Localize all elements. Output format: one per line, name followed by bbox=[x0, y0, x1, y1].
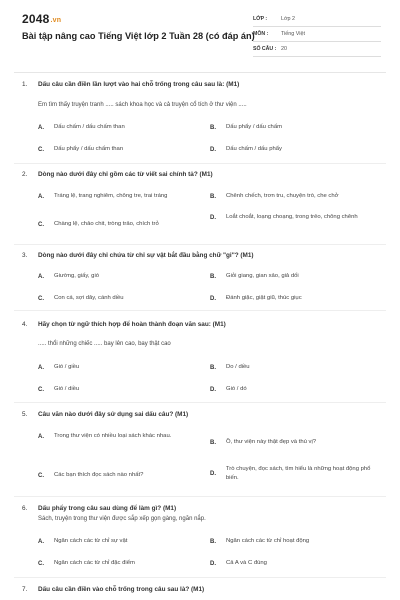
option-letter: B. bbox=[210, 439, 216, 446]
meta-row-count bbox=[253, 42, 381, 57]
option-c[interactable] bbox=[38, 559, 135, 568]
option-letter: C. bbox=[38, 146, 44, 153]
header-divider bbox=[14, 72, 386, 73]
option-letter: A. bbox=[38, 538, 44, 545]
option-text: Tráng lệ, trang nghiêm, chông tre, trai tráng bbox=[54, 193, 168, 199]
option-text: Dấu phẩy / dấu chấm bbox=[226, 124, 282, 130]
question-divider bbox=[14, 402, 386, 403]
option-letter: B. bbox=[210, 364, 216, 371]
option-text: Các bạn thích đọc sách nào nhất? bbox=[54, 472, 144, 478]
question-number: 5. bbox=[22, 411, 28, 418]
question-number: 7. bbox=[22, 586, 28, 593]
option-c[interactable] bbox=[38, 385, 79, 394]
option-letter: C. bbox=[38, 386, 44, 393]
option-d[interactable] bbox=[210, 145, 282, 154]
option-text: Con cá, sợi dây, cánh diều bbox=[54, 295, 124, 301]
option-c[interactable] bbox=[38, 294, 124, 303]
question-divider bbox=[14, 496, 386, 497]
option-letter: A. bbox=[38, 124, 44, 131]
option-text: Đánh giặc, giật giũ, thúc giục bbox=[226, 295, 302, 301]
option-a[interactable] bbox=[38, 432, 203, 441]
question-text: Dòng nào dưới đây chỉ chứa từ chỉ sự vật bắt đầu bằng chữ "gi"? (M1) bbox=[38, 252, 254, 259]
question-text: Câu văn nào dưới đây sử dụng sai dấu câu? (M1) bbox=[38, 411, 189, 418]
option-text: Gió / diều bbox=[54, 386, 80, 392]
option-letter: B. bbox=[210, 193, 216, 200]
option-text: Gió / dó bbox=[226, 386, 247, 392]
question-heading bbox=[22, 411, 188, 418]
option-b[interactable] bbox=[210, 363, 250, 372]
question-number: 4. bbox=[22, 321, 28, 328]
option-text: Trò chuyện, đọc sách, tìm hiểu là những hoạt động phổ biến. bbox=[225, 466, 371, 481]
option-text: Gió / giều bbox=[54, 364, 80, 370]
option-text: Ngăn cách các từ chỉ sự vật bbox=[54, 538, 128, 544]
option-b[interactable] bbox=[210, 537, 309, 546]
meta-value: 20 bbox=[281, 46, 287, 52]
option-letter: D. bbox=[210, 560, 216, 567]
option-text: Ồ, thư viện này thật đẹp và thú vị? bbox=[226, 439, 317, 445]
question-divider bbox=[14, 577, 386, 578]
option-text: Chênh chếch, trơn tru, chuyện trò, che chở bbox=[226, 193, 339, 199]
question-heading bbox=[22, 171, 213, 178]
option-letter: C. bbox=[38, 295, 44, 302]
option-text: Cả A và C đúng bbox=[226, 560, 267, 566]
option-letter: A. bbox=[38, 433, 44, 440]
option-a[interactable] bbox=[38, 363, 79, 372]
option-letter: A. bbox=[38, 364, 44, 371]
option-d[interactable] bbox=[210, 559, 267, 568]
question-number: 6. bbox=[22, 505, 28, 512]
option-d[interactable] bbox=[210, 294, 302, 303]
option-text: Ngăn cách các từ chỉ hoạt động bbox=[226, 538, 310, 544]
option-letter: A. bbox=[38, 273, 44, 280]
logo-text: 2048 bbox=[22, 12, 50, 26]
option-c[interactable] bbox=[38, 471, 143, 480]
option-a[interactable] bbox=[38, 192, 167, 201]
question-divider bbox=[14, 310, 386, 311]
question-prompt: Sách, truyện trong thư viện được sắp xếp gọn gàng, ngăn nắp. bbox=[38, 516, 206, 522]
option-letter: D. bbox=[210, 471, 216, 477]
option-letter: D. bbox=[210, 386, 216, 393]
option-text: Giường, giấy, gió bbox=[54, 273, 100, 279]
option-letter: D. bbox=[210, 146, 216, 153]
question-heading bbox=[22, 252, 254, 259]
option-text: Giỏi giang, gian xảo, giả dối bbox=[226, 273, 299, 279]
option-text: Loắt choắt, loạng choạng, trong trẻo, chông chênh bbox=[226, 214, 358, 220]
option-c[interactable] bbox=[38, 220, 159, 229]
question-text: Hãy chọn từ ngữ thích hợp để hoàn thành đoạn văn sau: (M1) bbox=[38, 321, 226, 328]
page-title: Bài tập nâng cao Tiếng Việt lớp 2 Tuần 28 (có đáp án) bbox=[22, 31, 255, 41]
option-c[interactable] bbox=[38, 145, 123, 154]
meta-info bbox=[253, 12, 381, 57]
site-logo[interactable] bbox=[22, 12, 61, 26]
question-prompt: Em tìm thấy truyện tranh ..... sách khoa học và cả truyện cổ tích ở thư viện ..... bbox=[38, 102, 247, 108]
question-prompt: ..... thổi những chiếc ..... bay lên cao, bay thật cao bbox=[38, 341, 171, 347]
meta-row-class bbox=[253, 12, 381, 27]
option-text: Chàng lệ, chảo chit, tròng trảo, chích trỏ bbox=[54, 221, 159, 227]
option-b[interactable] bbox=[210, 192, 339, 201]
option-text: Dấu chấm / dấu chấm than bbox=[54, 124, 125, 130]
option-d[interactable] bbox=[210, 213, 370, 222]
meta-label: SỐ CÂU : bbox=[253, 46, 277, 52]
question-text: Dòng nào dưới đây chỉ gồm các từ viết sai chính tả? (M1) bbox=[38, 171, 213, 178]
option-letter: A. bbox=[38, 193, 44, 200]
meta-label: LỚP : bbox=[253, 16, 268, 22]
option-a[interactable] bbox=[38, 537, 127, 546]
question-heading bbox=[22, 586, 204, 593]
question-divider bbox=[14, 163, 386, 164]
question-text: Dấu phẩy trong câu sau dùng để làm gì? (M1) bbox=[38, 505, 177, 512]
option-b[interactable] bbox=[210, 272, 299, 281]
option-letter: C. bbox=[38, 221, 44, 228]
question-heading bbox=[22, 505, 176, 512]
question-divider bbox=[14, 244, 386, 245]
option-d[interactable] bbox=[210, 465, 375, 483]
option-letter: C. bbox=[38, 560, 44, 567]
document-header bbox=[0, 0, 400, 64]
option-letter: B. bbox=[210, 273, 216, 280]
option-b[interactable] bbox=[210, 123, 282, 132]
option-letter: B. bbox=[210, 124, 216, 131]
option-letter: D. bbox=[210, 295, 216, 302]
option-text: Ngăn cách các từ chỉ đặc điểm bbox=[54, 560, 135, 566]
option-letter: C. bbox=[38, 472, 44, 479]
option-text: Do / diều bbox=[226, 364, 250, 370]
question-heading bbox=[22, 321, 226, 328]
option-text: Dấu phẩy / dấu chấm than bbox=[54, 146, 124, 152]
question-text: Dấu câu cần điền lần lượt vào hai chỗ trống trong câu sau là: (M1) bbox=[38, 81, 240, 88]
option-a[interactable] bbox=[38, 272, 99, 281]
question-text: Dấu câu cần điền vào chỗ trống trong câu sau là? (M1) bbox=[38, 586, 205, 593]
option-b[interactable] bbox=[210, 438, 316, 447]
option-letter: D. bbox=[210, 214, 216, 221]
option-text: Trong thư viện có nhiều loại sách khác nhau. bbox=[54, 433, 172, 439]
question-number: 2. bbox=[22, 171, 28, 178]
option-letter: B. bbox=[210, 538, 216, 545]
meta-value: Tiếng Việt bbox=[281, 31, 305, 37]
meta-label: MÔN : bbox=[253, 31, 269, 37]
meta-value: Lớp 2 bbox=[281, 16, 296, 22]
logo-tld: .vn bbox=[50, 17, 62, 24]
option-text: Dấu chấm / dấu phẩy bbox=[226, 146, 282, 152]
meta-row-subject bbox=[253, 27, 381, 42]
question-heading bbox=[22, 81, 239, 88]
option-d[interactable] bbox=[210, 385, 247, 394]
question-number: 3. bbox=[22, 252, 28, 259]
option-a[interactable] bbox=[38, 123, 125, 132]
question-number: 1. bbox=[22, 81, 28, 88]
